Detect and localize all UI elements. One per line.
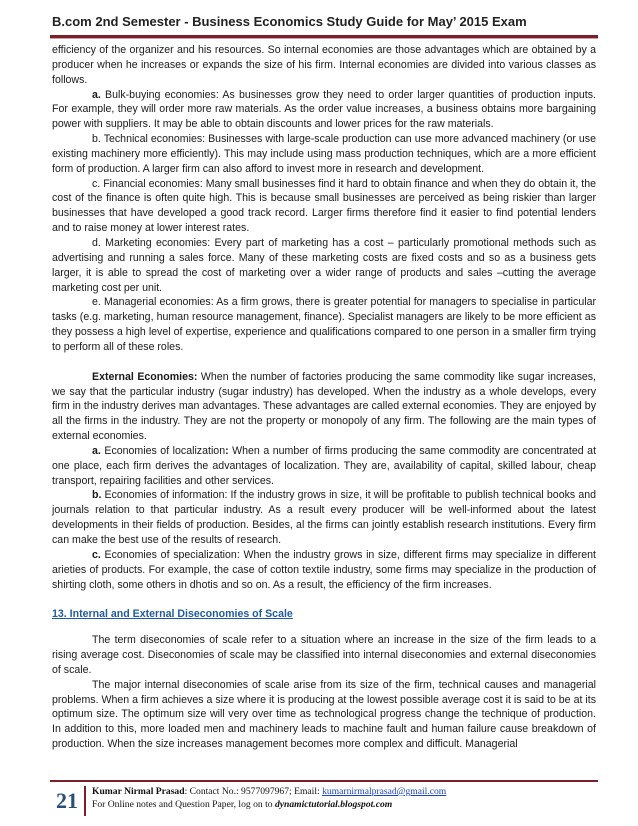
footer-contact-line xyxy=(92,786,592,799)
paragraph-marketing: d. Marketing economies: Every part of marketing has a cost – particularly promotional methods such as advertising and running a sales force. Many of these marketing costs are fixed costs and so as a business gets larger, it is able to spread the cost of marketing over a wider range of products and sales –cutting the average marketing cost per unit. xyxy=(52,236,596,294)
paragraph-financial: c. Financial economies: Many small businesses find it hard to obtain finance and when they do obtain it, the cost of the finance is often quite high. This is because small businesses are perceived as being riskier than larger businesses that have developed a good track record. Larger firms therefore find it easier to find potential lenders and to raise money at lower interest rates. xyxy=(52,177,596,235)
paragraph-text: Economies of specialization: When the industry grows in size, different firms may specialize in different arieties of products. For example, the case of cotton textile industry, some firms may specialize in the production of shirting cloth, some others in dhotis and so on. As a result, the efficiency of the firm increases. xyxy=(52,548,596,591)
paragraph-technical: b. Technical economies: Businesses with large-scale production can use more advanced machinery (or use existing machinery more efficiently). This may include using mass production techniques, which are a more efficient form of production. A larger firm can also afford to invest more in research and development. xyxy=(52,133,596,175)
paragraph-text: Economies of localization xyxy=(100,444,226,457)
page-header: B.com 2nd Semester - Business Economics Study Guide for May’ 2015 Exam xyxy=(52,14,527,29)
email-link[interactable]: kumarnirmalprasad@gmail.com xyxy=(322,786,447,797)
paragraph-text: Bulk-buying economies: As businesses grow they need to order larger quantities of production inputs. For example, they will order more raw materials. As the order value increases, a business obtains more bargaining power with suppliers. It may be able to obtain discounts and lower prices for the raw materials. xyxy=(52,88,596,131)
colon: : xyxy=(225,444,229,457)
paragraph-diseconomies-definition: The term diseconomies of scale refer to a situation where an increase in the size of the firm leads to a rising average cost. Diseconomies of scale may be classified into internal diseconomies and external diseconomies of scale. xyxy=(52,634,596,676)
paragraph-text: Economies of information: If the industry grows in size, it will be profitable to publish technical books and journals relation to that particular industry. As a result every producer will be well-informed about the latest developments in their fields of production. Besides, al the firms can jointly establish research institutions. Every firm can make the best use of the results of research. xyxy=(52,489,596,546)
paragraph-text: When the number of factories producing the same commodity like sugar increases, we say that the particular industry (sugar industry) has developed. When the industry as a whole develops, every firm in the industry derives man advantages. These advantages are called external economies. They are enjoyed by all the firms in the industry. They are not the property or monopoly of any firm. The following are the main types of external economies. xyxy=(52,370,596,443)
footer-online-line xyxy=(92,799,592,812)
author-name: Kumar Nirmal Prasad xyxy=(92,786,185,797)
contact-text: : Contact No.: 9577097967; Email: xyxy=(184,786,323,797)
online-text: For Online notes and Question Paper, log on to xyxy=(92,798,275,810)
footer-rule xyxy=(50,780,598,782)
list-label: a. xyxy=(92,444,101,457)
paragraph-managerial: e. Managerial economies: As a firm grows, there is greater potential for managers to specialise in particular tasks (e.g. marketing, human resource management, finance). Specialist managers are likely to be more efficient as they possess a high level of expertise, experience and qualifications compared to one person in a smaller firm trying to perform all of these roles. xyxy=(52,296,596,353)
external-label: External Economies: xyxy=(92,370,198,383)
paragraph-localization xyxy=(52,444,596,489)
paragraph-intro: efficiency of the organizer and his resources. So internal economies are those advantages which are obtained by a producer when he increases or expands the size of his firm. Internal economies are divided into various classes as follows. xyxy=(52,44,596,86)
paragraph-text: When a number of firms producing the same commodity are concentrated at one place, each firm derives the advantages of localization. They are, availability of capital, skilled labour, cheap transport, repairing facilities and other services. xyxy=(52,444,597,487)
paragraph-information xyxy=(52,488,596,547)
list-label: c. xyxy=(92,548,101,561)
section-heading-text: 13. Internal and External Diseconomies of Scale xyxy=(52,608,293,621)
page-number: 21 xyxy=(50,786,86,816)
page-footer xyxy=(92,786,592,811)
list-label: a. xyxy=(92,88,101,101)
website-link[interactable]: dynamictutorial.blogspot.com xyxy=(274,798,393,810)
list-label: b. xyxy=(92,489,102,502)
paragraph-specialization xyxy=(52,548,596,593)
paragraph-external-economies xyxy=(52,370,596,444)
header-rule xyxy=(50,35,598,39)
document-body xyxy=(52,43,596,752)
section-heading xyxy=(52,607,596,622)
paragraph-internal-diseconomies: The major internal diseconomies of scale arise from its size of the firm, technical causes and managerial problems. When a firm achieves a size where it is producing at the lowest possible average cost it is said to be at its optimum size. The optimum size will very over time as technological progress change the technique of production. In addition to this, more loaded men and machinery leads to machine fault and human failure cause breakdown of production. When the size increases management becomes more complex and difficult. Managerial xyxy=(52,678,596,751)
paragraph-bulk-buying xyxy=(52,88,596,133)
